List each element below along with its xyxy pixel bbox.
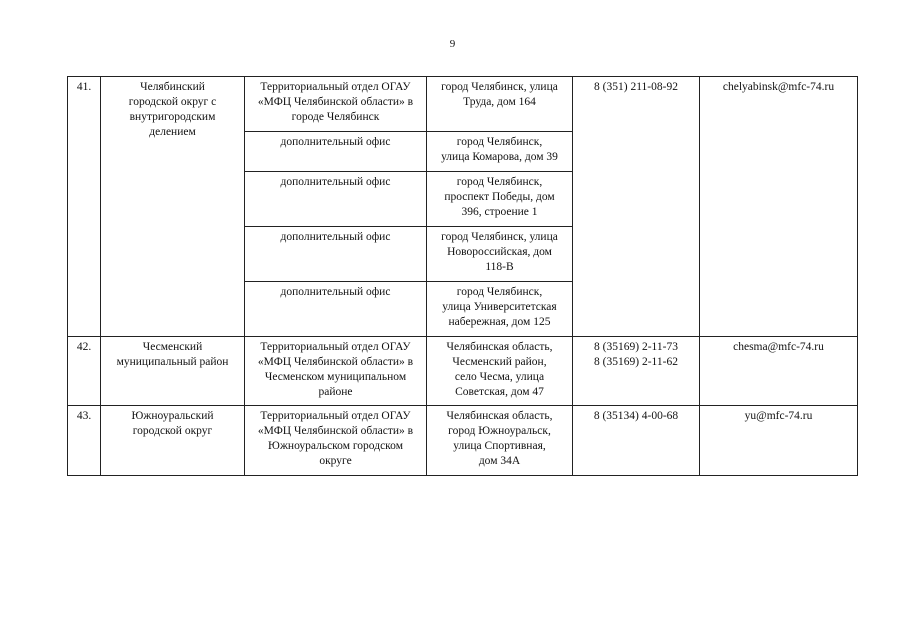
email-cell: yu@mfc-74.ru [700,406,858,476]
municipality-line: городской округ с [128,96,217,108]
municipality-cell [101,406,245,476]
table-row [68,77,858,132]
address-cell [427,337,573,406]
office-name-line: Южноуральском городском [268,440,403,452]
address-cell [427,282,573,337]
address-line: 396, строение 1 [461,206,538,218]
address-line: город Челябинск, улица [441,81,558,93]
office-name-line: Чесменском муниципальном [264,371,407,383]
address-cell [427,172,573,227]
office-name-cell [245,337,427,406]
office-name-cell [245,132,427,172]
address-line: Челябинская область, [446,410,553,422]
address-line: Челябинская область, [446,341,553,353]
office-name-line: «МФЦ Челябинской области» в [257,356,414,368]
address-cell [427,406,573,476]
office-name-line: округе [319,455,352,467]
municipality-cell [101,337,245,406]
address-line: Новороссийская, дом [447,246,552,258]
address-line: село Чесма, улица [454,371,545,383]
office-name-line: дополнительный офис [280,136,391,148]
municipality-line: Чесменский [142,341,203,353]
municipality-line: Южноуральский [131,410,214,422]
office-name-line: дополнительный офис [280,231,391,243]
address-cell [427,132,573,172]
address-line: город Челябинск, [456,176,543,188]
row-number: 43. [68,406,101,476]
office-name-line: Территориальный отдел ОГАУ [260,410,411,422]
office-name-line: Территориальный отдел ОГАУ [260,81,411,93]
address-line: набережная, дом 125 [448,316,551,328]
municipality-cell [101,77,245,337]
office-name-line: «МФЦ Челябинской области» в [257,425,414,437]
address-cell [427,227,573,282]
email-cell: chelyabinsk@mfc-74.ru [700,77,858,337]
phone-cell [573,337,700,406]
municipality-line: муниципальный район [116,356,229,368]
address-line: город Челябинск, [456,286,543,298]
office-name-cell [245,172,427,227]
address-line: дом 34А [478,455,521,467]
phone-line: 8 (35134) 4-00-68 [593,410,679,422]
municipality-line: внутригородским [129,111,216,123]
mfc-offices-table [67,76,858,476]
address-line: улица Спортивная, [453,440,546,452]
municipality-line: городской округ [132,425,213,437]
office-name-line: Территориальный отдел ОГАУ [260,341,411,353]
office-name-cell [245,282,427,337]
office-name-line: районе [318,386,353,398]
office-name-line: городе Челябинск [291,111,380,123]
address-line: город Челябинск, [456,136,543,148]
address-line: улица Университетская [442,301,557,313]
phone-line: 8 (351) 211-08-92 [594,81,678,93]
page-number: 9 [449,38,456,50]
address-line: Чесменский район, [452,356,547,368]
row-number: 41. [68,77,101,337]
address-cell [427,77,573,132]
email-cell: chesma@mfc-74.ru [700,337,858,406]
phone-line: 8 (35169) 2-11-73 [594,341,678,353]
address-line: город Южноуральск, [448,425,551,437]
address-line: Советская, дом 47 [455,386,544,398]
office-name-line: дополнительный офис [280,286,391,298]
municipality-line: делением [149,126,196,138]
office-name-cell [245,77,427,132]
address-line: город Челябинск, улица [441,231,558,243]
phone-cell [573,406,700,476]
office-name-cell [245,227,427,282]
table-row [68,406,858,476]
address-line: улица Комарова, дом 39 [441,151,558,163]
table-row [68,337,858,406]
address-line: проспект Победы, дом [444,191,555,203]
phone-line: 8 (35169) 2-11-62 [594,356,678,368]
office-name-cell [245,406,427,476]
address-line: 118-В [485,261,514,273]
address-line: Труда, дом 164 [463,96,536,108]
office-name-line: «МФЦ Челябинской области» в [257,96,414,108]
municipality-line: Челябинский [140,81,205,93]
row-number: 42. [68,337,101,406]
phone-cell [573,77,700,337]
office-name-line: дополнительный офис [280,176,391,188]
